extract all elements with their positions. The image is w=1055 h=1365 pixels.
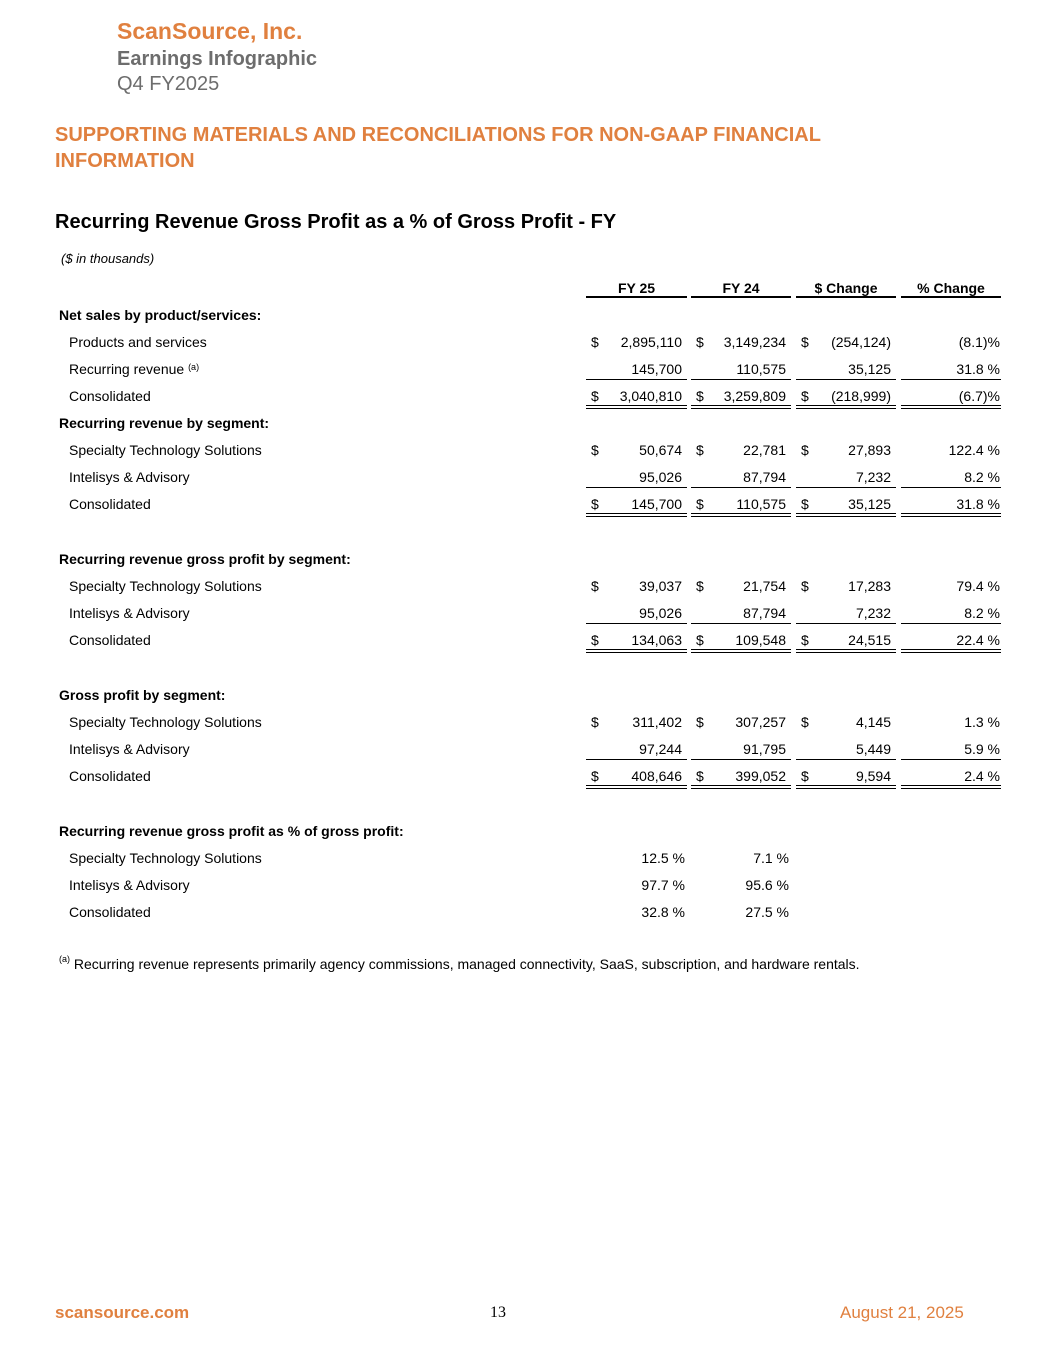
value-cell: 9,594 — [855, 768, 891, 784]
value-cell: 35,125 — [848, 496, 891, 512]
row-label-text: Consolidated — [69, 768, 151, 784]
subtotal-rule — [796, 379, 896, 380]
currency-symbol: $ — [696, 442, 704, 458]
value-cell: 7,232 — [855, 605, 891, 621]
header-rule — [691, 296, 791, 298]
value-cell: 145,700 — [631, 361, 682, 377]
subtotal-rule — [586, 623, 687, 624]
currency-symbol: $ — [696, 632, 704, 648]
total-double-rule — [796, 649, 896, 653]
footer-website-link[interactable]: scansource.com — [55, 1303, 190, 1322]
value-cell: 3,040,810 — [619, 388, 682, 404]
total-double-rule — [691, 649, 791, 653]
currency-symbol: $ — [801, 714, 809, 730]
row-label — [69, 713, 262, 731]
subtotal-rule — [901, 487, 1001, 488]
footnote-text: Recurring revenue represents primarily agency commissions, managed connectivity, SaaS, subscription, and hardware rentals. — [73, 956, 860, 972]
subtotal-rule — [691, 379, 791, 380]
currency-symbol: $ — [696, 388, 704, 404]
currency-symbol: $ — [696, 768, 704, 784]
subtotal-rule — [901, 759, 1001, 760]
value-cell: 110,575 — [736, 361, 786, 377]
row-label — [69, 740, 190, 758]
row-label-text: Specialty Technology Solutions — [69, 850, 262, 866]
value-cell: (218,999) — [831, 388, 891, 404]
value-cell: 27,893 — [848, 442, 891, 458]
total-double-rule — [901, 513, 1001, 517]
total-double-rule — [901, 405, 1001, 409]
currency-symbol: $ — [801, 632, 809, 648]
value-cell: 1.3 % — [964, 714, 1000, 730]
row-label-text: Specialty Technology Solutions — [69, 442, 262, 458]
section-title: SUPPORTING MATERIALS AND RECONCILIATIONS FOR NON-GAAP FINANCIAL INFORMATION — [55, 124, 821, 172]
value-cell: 21,754 — [743, 578, 786, 594]
footnote-ref: (a) — [188, 362, 200, 372]
currency-symbol: $ — [591, 496, 599, 512]
row-label-text: Consolidated — [69, 388, 151, 404]
value-cell: 122.4 % — [948, 442, 1000, 458]
company-name: ScanSource, Inc. — [117, 18, 303, 44]
value-cell: 39,037 — [639, 578, 682, 594]
row-label-text: Intelisys & Advisory — [69, 605, 190, 621]
section-heading: Gross profit by segment: — [59, 687, 226, 703]
row-label — [69, 441, 262, 459]
value-cell: 97.7 % — [641, 877, 685, 893]
value-cell: 95,026 — [639, 469, 682, 485]
value-cell: 7.1 % — [753, 850, 789, 866]
header-rule — [796, 296, 896, 298]
value-cell: 22.4 % — [956, 632, 1000, 648]
value-cell: 31.8 % — [956, 361, 1000, 377]
row-label — [69, 767, 151, 785]
column-header: FY 24 — [722, 280, 760, 296]
section-heading: Recurring revenue gross profit by segment: — [59, 551, 351, 567]
value-cell: 4,145 — [855, 714, 891, 730]
row-label — [69, 468, 190, 486]
currency-symbol: $ — [696, 714, 704, 730]
table-title: Recurring Revenue Gross Profit as a % of Gross Profit - FY — [55, 211, 617, 233]
row-label — [69, 631, 151, 649]
subtotal-rule — [796, 623, 896, 624]
value-cell: 2,895,110 — [620, 334, 682, 350]
value-cell: 17,283 — [848, 578, 891, 594]
row-label-text: Consolidated — [69, 496, 151, 512]
row-label — [69, 387, 151, 405]
value-cell: 7,232 — [855, 469, 891, 485]
value-cell: 31.8 % — [956, 496, 1000, 512]
subtotal-rule — [901, 379, 1001, 380]
total-double-rule — [901, 785, 1001, 789]
footer-date: August 21, 2025 — [840, 1303, 964, 1322]
total-double-rule — [796, 405, 896, 409]
currency-symbol: $ — [591, 768, 599, 784]
total-double-rule — [586, 649, 687, 653]
value-cell: 3,259,809 — [723, 388, 786, 404]
currency-symbol: $ — [801, 388, 809, 404]
footnote — [59, 956, 860, 972]
value-cell: 24,515 — [848, 632, 891, 648]
total-double-rule — [691, 405, 791, 409]
value-cell: (6.7)% — [958, 388, 1000, 404]
value-cell: 87,794 — [743, 469, 786, 485]
value-cell: 95,026 — [639, 605, 682, 621]
value-cell: 35,125 — [848, 361, 891, 377]
row-label-text: Consolidated — [69, 632, 151, 648]
value-cell: 5,449 — [855, 741, 891, 757]
value-cell: 311,402 — [632, 714, 682, 730]
document-period: Q4 FY2025 — [117, 73, 220, 95]
total-double-rule — [586, 405, 687, 409]
header-rule — [586, 296, 687, 298]
row-label — [69, 849, 262, 867]
subtotal-rule — [586, 759, 687, 760]
subtotal-rule — [901, 623, 1001, 624]
value-cell: 87,794 — [743, 605, 786, 621]
row-label-text: Consolidated — [69, 904, 151, 920]
value-cell: 134,063 — [631, 632, 682, 648]
value-cell: 307,257 — [735, 714, 786, 730]
subtotal-rule — [691, 623, 791, 624]
value-cell: (254,124) — [831, 334, 891, 350]
value-cell: 8.2 % — [964, 469, 1000, 485]
currency-symbol: $ — [591, 334, 599, 350]
currency-symbol: $ — [591, 578, 599, 594]
row-label-text: Products and services — [69, 334, 207, 350]
row-label-text: Specialty Technology Solutions — [69, 714, 262, 730]
currency-symbol: $ — [801, 442, 809, 458]
section-heading: Recurring revenue gross profit as % of gross profit: — [59, 823, 404, 839]
row-label — [69, 577, 262, 595]
row-label-text: Recurring revenue — [69, 361, 185, 377]
total-double-rule — [691, 513, 791, 517]
subtotal-rule — [796, 759, 896, 760]
value-cell: 32.8 % — [641, 904, 685, 920]
subtotal-rule — [691, 487, 791, 488]
value-cell: 408,646 — [631, 768, 682, 784]
value-cell: (8.1)% — [958, 334, 1000, 350]
value-cell: 399,052 — [735, 768, 786, 784]
row-label-text: Intelisys & Advisory — [69, 877, 190, 893]
page-number: 13 — [490, 1304, 506, 1321]
subtotal-rule — [691, 759, 791, 760]
value-cell: 97,244 — [639, 741, 682, 757]
value-cell: 109,548 — [735, 632, 786, 648]
subtotal-rule — [586, 487, 687, 488]
total-double-rule — [691, 785, 791, 789]
total-double-rule — [796, 785, 896, 789]
value-cell: 22,781 — [743, 442, 786, 458]
currency-symbol: $ — [696, 334, 704, 350]
value-cell: 145,700 — [631, 496, 682, 512]
total-double-rule — [796, 513, 896, 517]
column-header: % Change — [917, 280, 985, 296]
value-cell: 5.9 % — [964, 741, 1000, 757]
units-note: ($ in thousands) — [61, 251, 155, 266]
value-cell: 3,149,234 — [723, 334, 786, 350]
total-double-rule — [901, 649, 1001, 653]
value-cell: 110,575 — [736, 496, 786, 512]
value-cell: 2.4 % — [964, 768, 1000, 784]
value-cell: 91,795 — [743, 741, 786, 757]
row-label — [69, 604, 190, 622]
currency-symbol: $ — [801, 578, 809, 594]
section-heading: Recurring revenue by segment: — [59, 415, 270, 431]
total-double-rule — [586, 513, 687, 517]
currency-symbol: $ — [591, 632, 599, 648]
currency-symbol: $ — [696, 496, 704, 512]
currency-symbol: $ — [591, 442, 599, 458]
subtotal-rule — [586, 379, 687, 380]
row-label-text: Specialty Technology Solutions — [69, 578, 262, 594]
value-cell: 27.5 % — [745, 904, 789, 920]
value-cell: 12.5 % — [641, 850, 685, 866]
section-heading: Net sales by product/services: — [59, 307, 262, 323]
value-cell: 8.2 % — [964, 605, 1000, 621]
header-rule — [901, 296, 1001, 298]
value-cell: 50,674 — [639, 442, 682, 458]
row-label-text: Intelisys & Advisory — [69, 741, 190, 757]
row-label — [69, 495, 151, 513]
currency-symbol: $ — [591, 714, 599, 730]
currency-symbol: $ — [801, 496, 809, 512]
footnote-marker: (a) — [59, 954, 70, 964]
row-label — [69, 360, 199, 378]
value-cell: 95.6 % — [745, 877, 789, 893]
document-subtitle: Earnings Infographic — [117, 48, 318, 70]
column-header: $ Change — [814, 280, 878, 296]
currency-symbol: $ — [696, 578, 704, 594]
currency-symbol: $ — [801, 334, 809, 350]
subtotal-rule — [796, 487, 896, 488]
value-cell: 79.4 % — [956, 578, 1000, 594]
column-header: FY 25 — [617, 280, 656, 296]
currency-symbol: $ — [801, 768, 809, 784]
total-double-rule — [586, 785, 687, 789]
currency-symbol: $ — [591, 388, 599, 404]
row-label-text: Intelisys & Advisory — [69, 469, 190, 485]
row-label — [69, 876, 190, 894]
row-label — [69, 903, 151, 921]
row-label — [69, 333, 207, 351]
